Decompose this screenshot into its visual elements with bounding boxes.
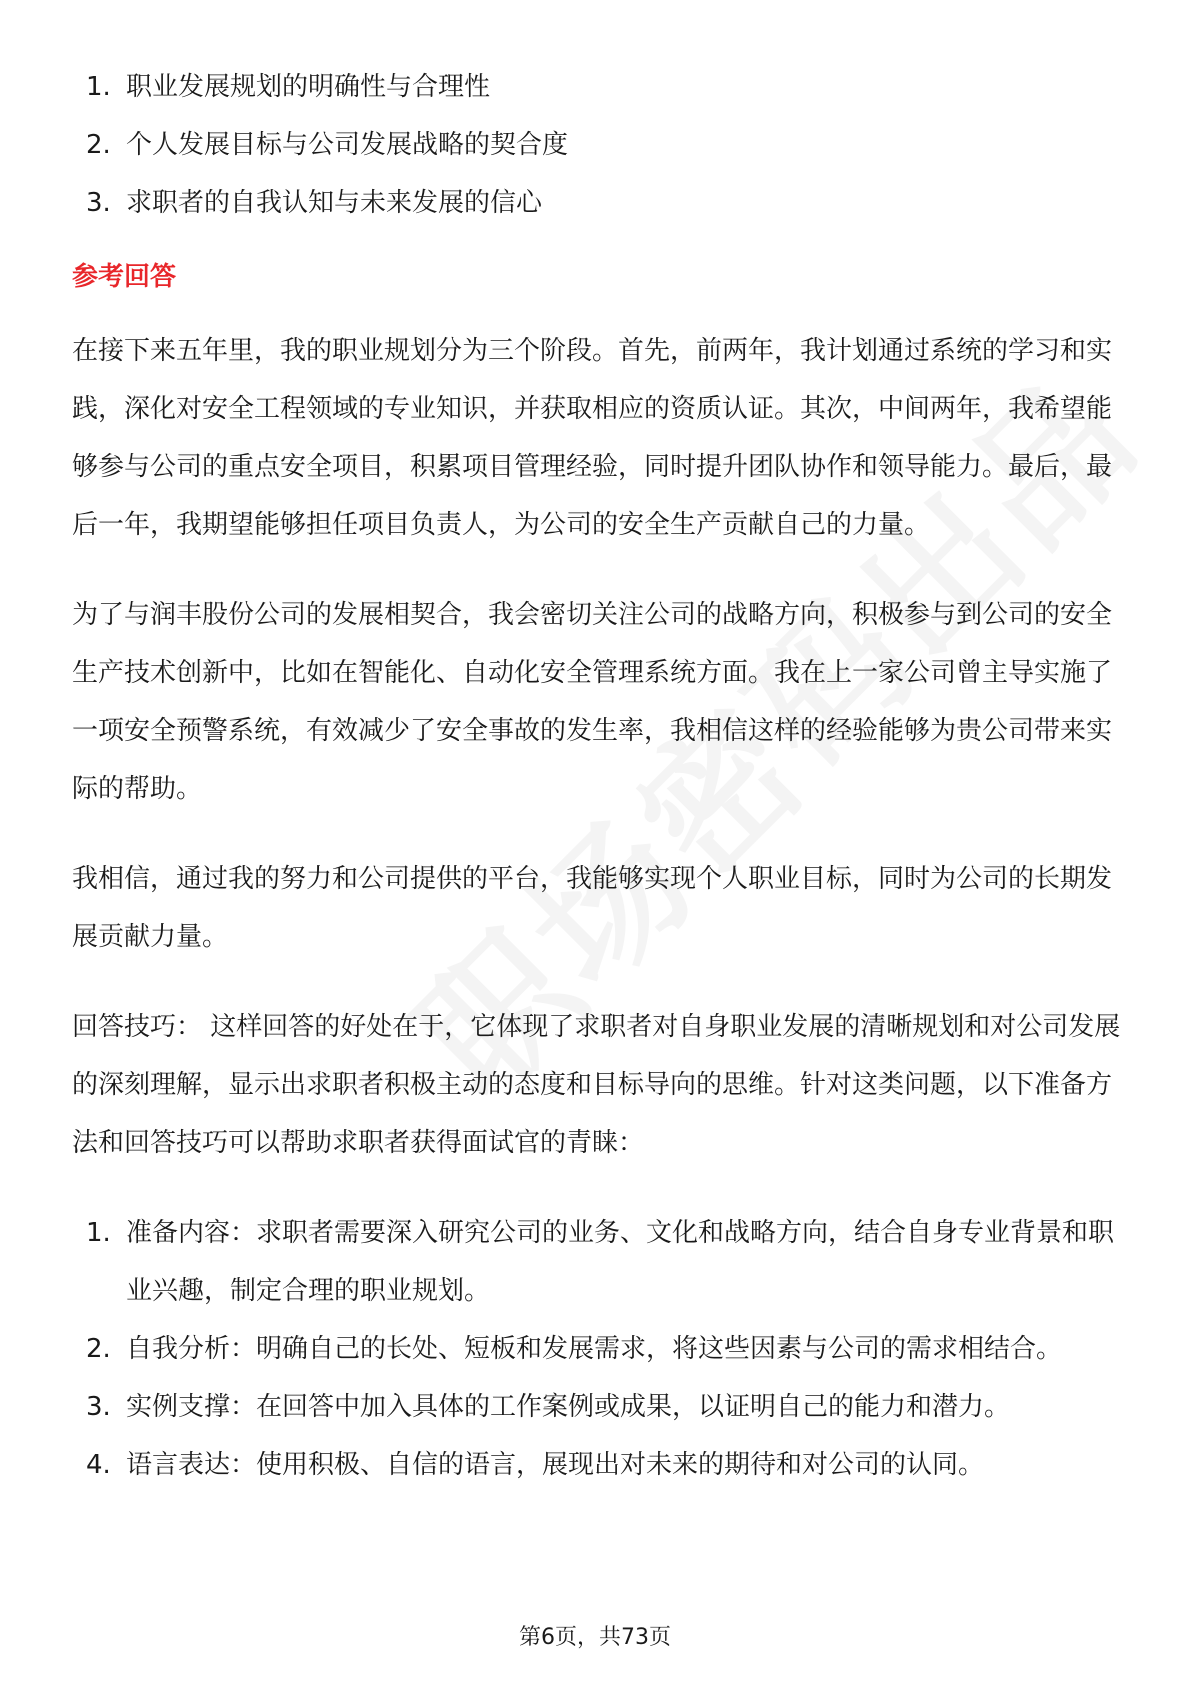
list-item-number: 2.: [86, 130, 111, 160]
answer-paragraph: 我相信，通过我的努力和公司提供的平台，我能够实现个人职业目标，同时为公司的长期发展贡献力量。: [72, 864, 1113, 952]
list-item-text: 职业发展规划的明确性与合理性: [126, 72, 491, 102]
tips-list: [72, 1204, 1122, 1494]
answer-paragraph: 为了与润丰股份公司的发展相契合，我会密切关注公司的战略方向，积极参与到公司的安全生产技术创新中，比如在智能化、自动化安全管理系统方面。我在上一家公司曾主导实施了一项安全预警系统，有效减少了安全事故的发生率，我相信这样的经验能够为贵公司带来实际的帮助。: [72, 600, 1113, 804]
list-item: [72, 1378, 1122, 1436]
list-item-number: 3.: [86, 1392, 111, 1422]
list-item-text: 自我分析：明确自己的长处、短板和发展需求，将这些因素与公司的需求相结合。: [126, 1334, 1063, 1364]
list-item-text: 语言表达：使用积极、自信的语言，展现出对未来的期待和对公司的认同。: [126, 1450, 985, 1480]
reference-answer-heading: 参考回答: [72, 262, 177, 292]
answer-paragraph: 在接下来五年里，我的职业规划分为三个阶段。首先，前两年，我计划通过系统的学习和实践，深化对安全工程领域的专业知识，并获取相应的资质认证。其次，中间两年，我希望能够参与公司的重点安全项目，积累项目管理经验，同时提升团队协作和领导能力。最后，最后一年，我期望能够担任项目负责人，为公司的安全生产贡献自己的力量。: [72, 336, 1113, 540]
list-item: [72, 116, 1122, 174]
list-item-text: 实例支撑：在回答中加入具体的工作案例或成果，以证明自己的能力和潜力。: [126, 1392, 1011, 1422]
list-item: [72, 1204, 1122, 1320]
page-number-footer: 第6页，共73页: [519, 1625, 671, 1650]
list-item-number: 4.: [86, 1450, 111, 1480]
list-item-text: 个人发展目标与公司发展战略的契合度: [126, 130, 569, 160]
tips-intro-paragraph: 回答技巧： 这样回答的好处在于，它体现了求职者对自身职业发展的清晰规划和对公司发展的深刻理解，显示出求职者积极主动的态度和目标导向的思维。针对这类问题，以下准备方法和回答技巧可以帮助求职者获得面试官的青睐：: [72, 1012, 1121, 1158]
criteria-list: [72, 58, 1122, 232]
list-item: [72, 58, 1122, 116]
list-item-text: 准备内容：求职者需要深入研究公司的业务、文化和战略方向，结合自身专业背景和职业兴趣，制定合理的职业规划。: [126, 1218, 1115, 1306]
list-item: [72, 1436, 1122, 1494]
list-item: [72, 1320, 1122, 1378]
list-item: [72, 174, 1122, 232]
list-item-number: 1.: [86, 72, 111, 102]
list-item-number: 2.: [86, 1334, 111, 1364]
list-item-text: 求职者的自我认知与未来发展的信心: [126, 188, 543, 218]
page-content: [72, 58, 1122, 1494]
list-item-number: 1.: [86, 1218, 111, 1248]
list-item-number: 3.: [86, 188, 111, 218]
